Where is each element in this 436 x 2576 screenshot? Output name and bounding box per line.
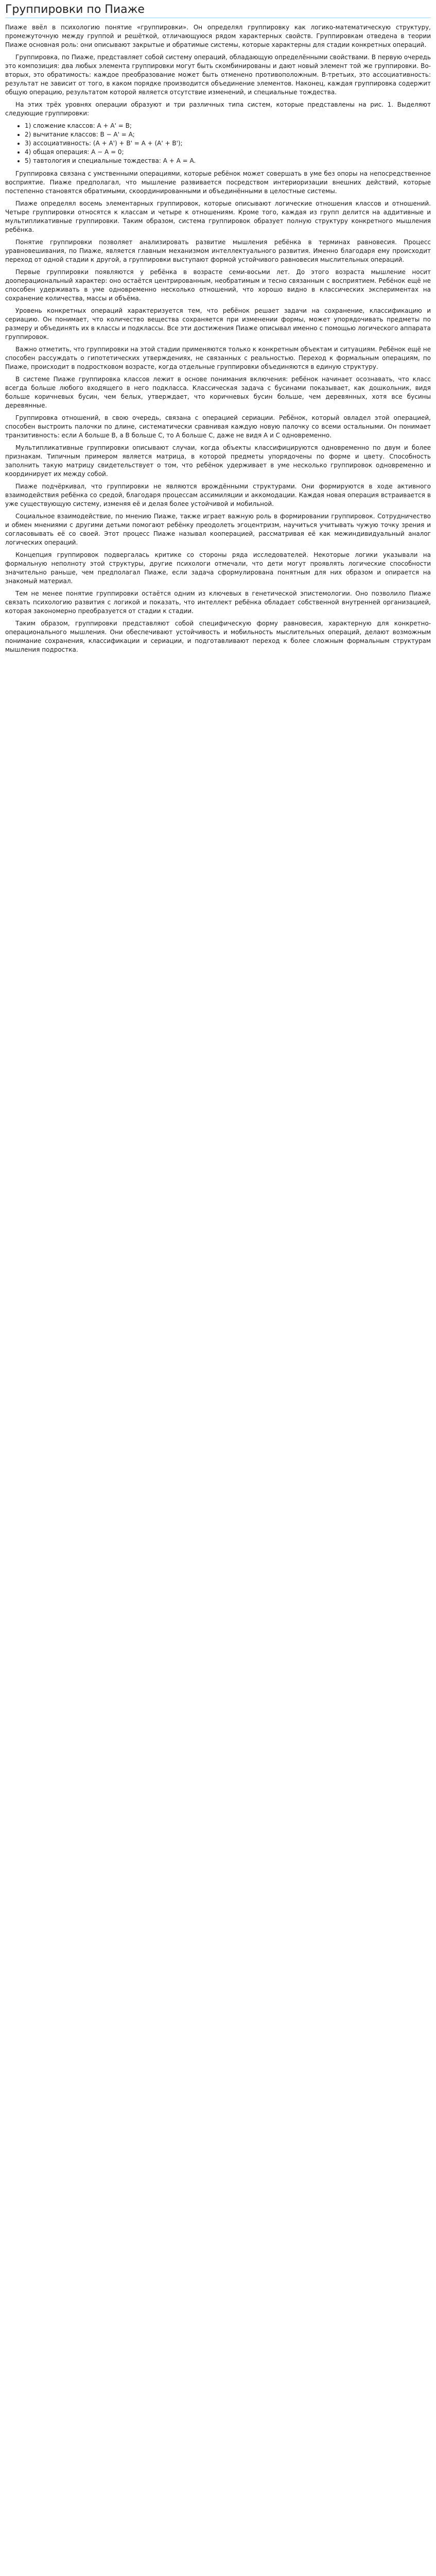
paragraph: Тем не менее понятие группировки остаётся одним из ключевых в генетической эпистемологии. Оно позволило Пиаже связать психологию развития с логикой и показать, что интеллект ребёнка обладает собственной внутренней организацией, которая закономерно преобразуется от стадии к стадии. — [5, 590, 431, 615]
list-item: • 4) общая операция: A − A = 0; — [25, 148, 431, 157]
document-page — [0, 0, 436, 654]
paragraph: Концепция группировок подвергалась критике со стороны ряда исследователей. Некоторые логики указывали на формальную неполноту этой структуры, другие психологи отмечали, что дети могут проявлять логические способности значительно раньше, чем предполагал Пиаже, если задача сформулирована понятным для них образом и опирается на знакомый материал. — [5, 551, 431, 585]
paragraph: Уровень конкретных операций характеризуется тем, что ребёнок решает задачи на сохранение, классификацию и сериацию. Он понимает, что количество вещества сохраняется при изменении формы, может упорядочивать предметы по размеру и объединять их в классы и подклассы. Все эти достижения Пиаже описывал именно с помощью логического аппарата группировок. — [5, 307, 431, 341]
list-item: • 3) ассоциативность: (A + A') + B' = A + (A' + B'); — [25, 139, 431, 148]
paragraph: Социальное взаимодействие, по мнению Пиаже, также играет важную роль в формировании группировок. Сотрудничество и обмен мнениями с другими детьми помогают ребёнку преодолеть эгоцентризм, научиться учитывать чужую точку зрения и согласовывать её со своей. Этот процесс Пиаже называл кооперацией, рассматривая её как межиндивидуальный аналог логических операций. — [5, 513, 431, 546]
paragraph: Важно отметить, что группировки на этой стадии применяются только к конкретным объектам и ситуациям. Ребёнок ещё не способен рассуждать о гипотетических утверждениях, не связанных с реальностью. Переход к формальным операциям, по Пиаже, происходит в подростковом возрасте, когда отдельные группировки объединяются в единую структуру. — [5, 346, 431, 370]
grouping-list — [5, 122, 431, 165]
paragraph: Первые группировки появляются у ребёнка в возрасте семи-восьми лет. До этого возраста мышление носит дооперациональный характер: оно остаётся центрированным, необратимым и тесно связанным с восприятием. Ребёнок ещё не способен удерживать в уме одновременно несколько отношений, что хорошо видно в классических экспериментах на сохранение количества, массы и объёма. — [5, 268, 431, 302]
paragraph: Пиаже определял восемь элементарных группировок, которые описывают логические отношения классов и отношений. Четыре группировки относятся к классам и четыре к отношениям. Кроме того, каждая из групп делится на аддитивные и мультипликативные группировки. Таким образом, система группировок образует полную структуру конкретного мышления ребёнка. — [5, 200, 431, 233]
paragraph: Группировка, по Пиаже, представляет собой систему операций, обладающую определёнными свойствами. В первую очередь это композиция: два любых элемента группировки могут быть скомбинированы и дают новый элемент той же группировки. Во-вторых, это обратимость: каждое преобразование может быть отменено противоположным. В-третьих, это ассоциативность: результат не зависит от того, в каком порядке производится объединение элементов. Наконец, каждая группировка содержит общую операцию, результатом которой является отсутствие изменений, и специальные тождества. — [5, 54, 431, 96]
paragraph: В системе Пиаже группировка классов лежит в основе понимания включения: ребёнок начинает осознавать, что класс всегда больше любого входящего в него подкласса. Классическая задача с бусинами показывает, как дошкольник, видя больше коричневых бусин, чем белых, утверждает, что коричневых бусин больше, чем деревянных, хотя все бусины деревянные. — [5, 376, 431, 409]
article-body — [5, 23, 431, 654]
paragraph: Пиаже подчёркивал, что группировки не являются врождёнными структурами. Они формируются в ходе активного взаимодействия ребёнка со средой, благодаря процессам ассимиляции и аккомодации. Каждая новая операция встраивается в уже существующую систему, изменяя её и делая более устойчивой и мобильной. — [5, 483, 431, 507]
list-item: • 1) сложение классов: A + A' = B; — [25, 122, 431, 130]
paragraph: Группировка связана с умственными операциями, которые ребёнок может совершать в уме без опоры на непосредственное восприятие. Пиаже предполагал, что мышление развивается посредством интериоризации внешних действий, которые постепенно становятся обратимыми, скоординированными и объединёнными в целостные системы. — [5, 170, 431, 195]
list-item: • 2) вычитание классов: B − A' = A; — [25, 130, 431, 139]
paragraph: Пиаже ввёл в психологию понятие «группировки». Он определял группировку как логико-математическую структуру, промежуточную между группой и решёткой, отличающуюся рядом характерных свойств. Группировкам отведена в теории Пиаже основная роль: они описывают закрытые и обратимые системы, которые характерны для стадии конкретных операций. — [5, 24, 431, 48]
paragraph: Группировка отношений, в свою очередь, связана с операцией сериации. Ребёнок, который овладел этой операцией, способен выстроить палочки по длине, систематически сравнивая каждую новую палочку со всеми остальными. Он понимает транзитивность: если A больше B, а B больше C, то A больше C, даже не видя A и C одновременно. — [5, 414, 431, 439]
page-title: Группировки по Пиаже — [5, 3, 431, 18]
paragraph: Таким образом, группировки представляют собой специфическую форму равновесия, характерную для конкретно-операционального мышления. Они обеспечивают устойчивость и мобильность мыслительных операций, делают возможным понимание сохранения, классификации и сериации, и подготавливают переход к более сложным формальным структурам мышления подростка. — [5, 620, 431, 653]
paragraph: Мультипликативные группировки описывают случаи, когда объекты классифицируются одновременно по двум и более признакам. Типичным примером является матрица, в которой предметы упорядочены по форме и цвету. Способность заполнить такую матрицу свидетельствует о том, что ребёнок удерживает в уме несколько группировок одновременно и координирует их между собой. — [5, 444, 431, 478]
paragraph: Понятие группировки позволяет анализировать развитие мышления ребёнка в терминах равновесия. Процесс уравновешивания, по Пиаже, является главным механизмом интеллектуального развития. Именно благодаря ему происходит переход от одной стадии к другой, а группировки выступают формой устойчивого равновесия мыслительных операций. — [5, 239, 431, 263]
list-intro: На этих трёх уровнях операции образуют и три различных типа систем, которые представлены на рис. 1. Выделяют следующие группировки: — [5, 101, 431, 117]
list-item: • 5) тавтология и специальные тождества: A + A = A. — [25, 157, 431, 165]
